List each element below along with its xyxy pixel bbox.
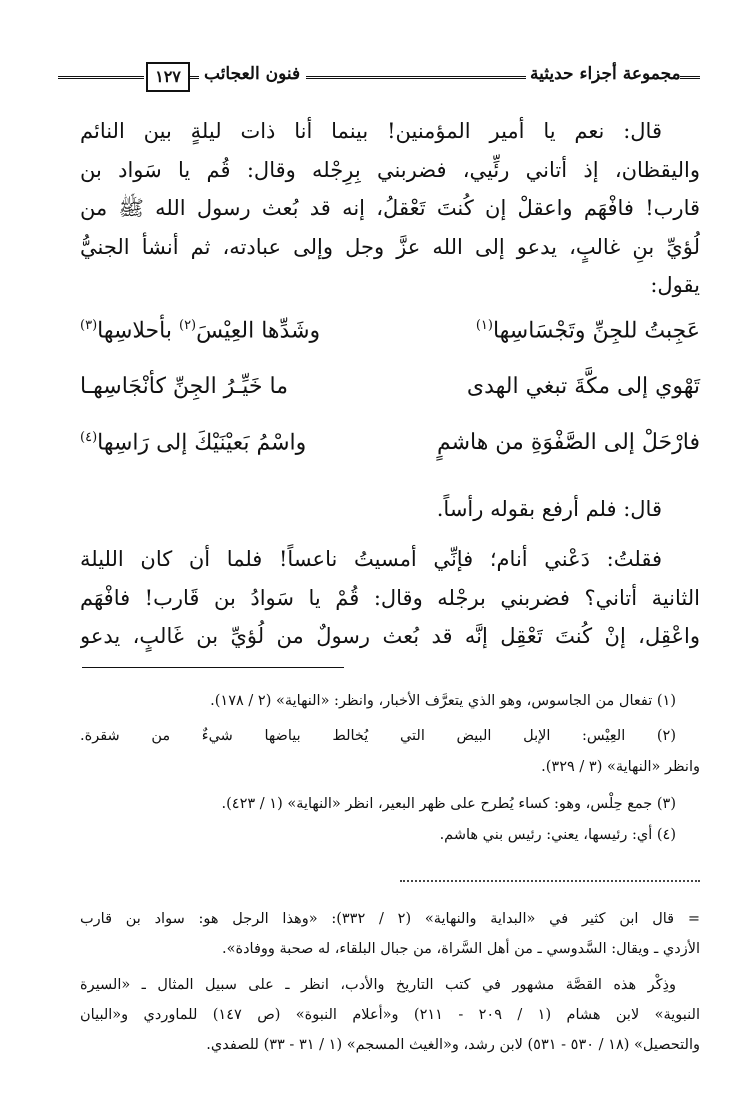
footnote-ref: (٢) [178,318,197,333]
footnotes [80,686,700,851]
verse-second-hemistich [80,430,370,455]
hemistich-text: واسْمُ بَعيْنَيْكَ إلى رَاسِها [97,430,307,456]
after-poem-line [80,490,700,529]
verse-2 [80,374,700,430]
footnote-ref: (٣) [80,318,98,333]
book-title: فنون العجائب [204,64,301,84]
verse-first-hemistich [400,430,700,455]
header-rule-mid-2 [306,76,526,79]
header-rule-mid-1 [189,76,199,79]
text-line: قال: نعم يا أمير المؤمنين! بينما أنا ذات ليلةٍ بين النائم [80,119,662,143]
series-title: مجموعة أجزاء حديثية [530,64,681,84]
hemistich-text: بأحلاسِها [97,318,172,344]
footnote-ref: (٤) [80,430,98,445]
note-line: = قال ابن كثير في «البداية والنهاية» (٢ / ٣٣٢): «وهذا الرجل هو: سواد بن قارب [80,911,700,927]
text-line: الثانية أتاني؟ فضربني برجْله وقال: قُمْ يا سَوادُ بن قَارب! فافْهَم [80,585,700,610]
notes-separator [400,880,700,882]
verse-first-hemistich [400,318,700,343]
paragraph-2 [80,540,700,656]
note-line: النبوية» لابن هشام (١ / ٢٠٩ - ٢١١) و«أعلام النبوة» (ص ١٤٧) للماوردي و«البيان [80,1007,700,1023]
note-line: وذِكْر هذه القصَّة مشهور في كتب التاريخ والأدب، انظر ـ على سبيل المثال ـ «السيرة [80,977,676,993]
page-number: ١٢٧ [146,62,190,92]
header-rule-right [680,76,700,79]
note-line: والتحصيل» (١٨ / ٥٣٠ - ٥٣١) لابن رشد، و«الغيث المسجم» (١ / ٣١ - ٣٣) للصفدي. [206,1037,700,1053]
hemistich-text: تَهْوي إلى مكَّةَ تبغي الهدى [466,374,700,399]
verse-3 [80,430,700,486]
footnote-4: (٤) أي: رئيسها، يعني: رئيس بني هاشم. [439,827,676,843]
text-line: يقول: [650,273,700,297]
hemistich-text: فارْحَلْ إلى الصَّفْوَةِ من هاشمٍ [436,430,700,455]
footnote-1: (١) تفعال من الجاسوس، وهو الذي يتعرَّف الأخبار، وانظر: «النهاية» (٢ / ١٧٨). [210,693,676,709]
hemistich-text: ما خَيِّـرُ الجِنِّ كأنْجَاسِهـا [80,374,288,399]
verse-second-hemistich [80,318,370,343]
verse-first-hemistich [400,374,700,399]
text-line: قال: فلم أرفع بقوله رأساً. [436,497,662,521]
footnote-2-cont: وانظر «النهاية» (٣ / ٣٢٩). [541,759,700,775]
footnote-ref: (١) [475,318,493,333]
continued-notes [80,904,700,1060]
text-line: لُؤيِّ بنِ غالبٍ، يدعو إلى الله عزَّ وجل وإلى عبادته، ثم أنشأ الجنيُّ [80,234,700,259]
footnote-2: (٢) العِيْس: الإبل البيض التي يُخالط بياضها شيءٌ من شقرة. [80,728,676,744]
text-line: واعْقِل، إنْ كُنتَ تَعْقِل إنَّه قد بُعث رسولٌ من لُؤيِّ بن غَالبٍ، يدعو [80,624,700,648]
poem [80,318,700,486]
paragraph-1 [80,112,700,305]
running-header [58,62,700,92]
text-line: فقلتُ: دَعْني أنام؛ فإنِّي أمسيتُ ناعساً! فلما أن كان الليلة [80,547,662,571]
verse-1 [80,318,700,374]
hemistich-text: عَجِبتُ للجِنِّ وتَجْسَاسِها [492,318,700,344]
header-rule-left [58,76,144,79]
text-line: واليقظان، إذ أتاني رئِّيي، فضربني بِرِجْله وقال: قُم يا سَواد بن [80,157,700,182]
verse-second-hemistich [80,374,370,399]
hemistich-text: وشَدِّها العِيْسَ [196,318,321,344]
footnote-3: (٣) جمع حِلْس، وهو: كساء يُطرح على ظهر البعير، انظر «النهاية» (١ / ٤٢٣). [221,796,676,812]
footnote-separator [82,667,344,668]
note-line: الأزدي ـ ويقال: السَّدوسي ـ من أهل السَّراة، من جبال البلقاء، له صحبة ووفادة». [222,941,700,957]
text-line: قارب! فافْهَم واعقلْ إن كُنتَ تَعْقلُ، إنه قد بُعث رسول الله ﷺ من [80,196,700,220]
